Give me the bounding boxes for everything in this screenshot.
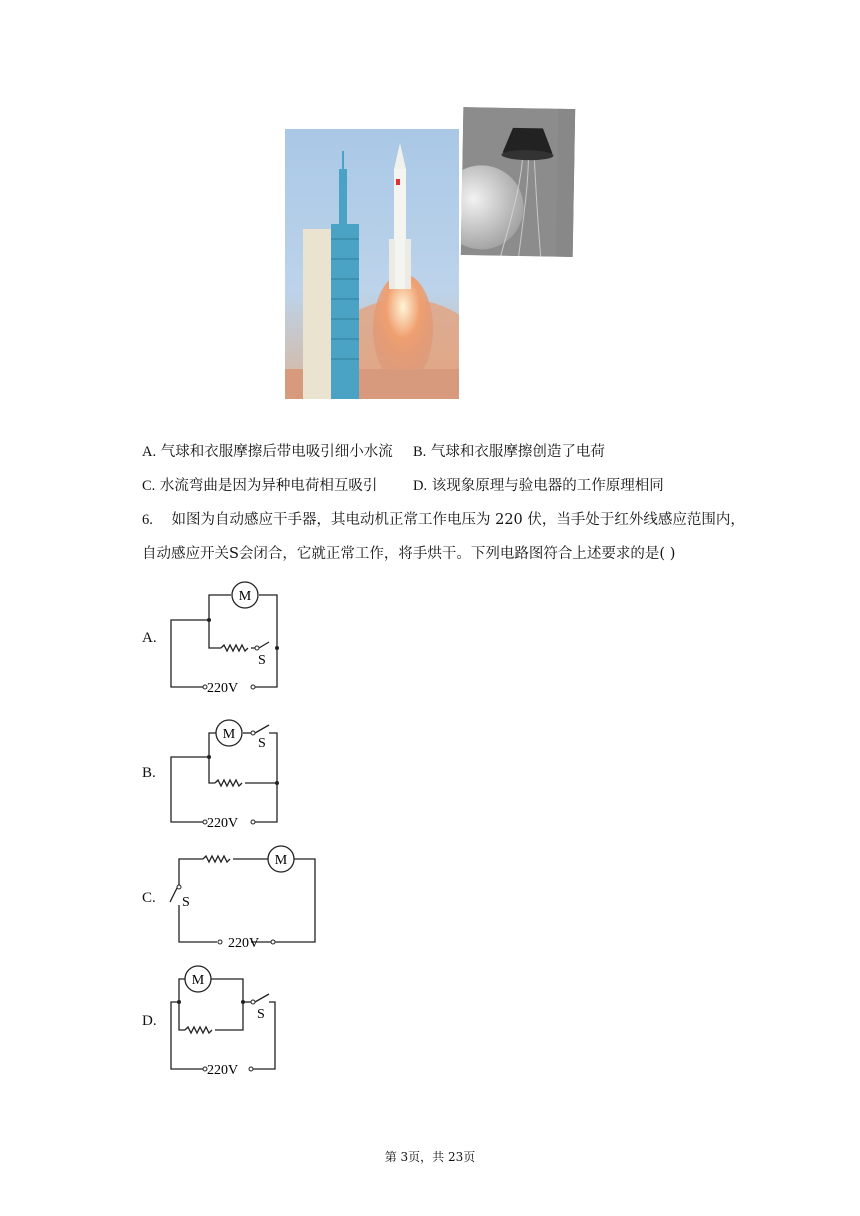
circuit-d-voltage-label: 220V bbox=[207, 1063, 239, 1077]
question-number: 6. bbox=[142, 512, 153, 528]
circuit-d-diagram bbox=[165, 962, 285, 1077]
circuit-a-voltage-label: 220V bbox=[207, 681, 239, 695]
circuit-b-motor-label: M bbox=[222, 727, 236, 742]
option-d-letter: D. bbox=[413, 478, 428, 494]
question-6-line-1 bbox=[142, 510, 745, 530]
balloon-water-photo bbox=[461, 107, 576, 257]
option-c bbox=[142, 476, 377, 496]
circuit-b-switch-label: S bbox=[258, 736, 266, 751]
option-b-letter: B. bbox=[413, 444, 427, 460]
option-d bbox=[413, 476, 664, 496]
circuit-d-switch-label: S bbox=[257, 1007, 265, 1022]
circuit-a-label: A. bbox=[142, 630, 157, 646]
option-c-text: 水流弯曲是因为异种电荷相互吸引 bbox=[159, 478, 378, 494]
circuit-c-voltage-label: 220V bbox=[228, 936, 260, 950]
question-6-text-1: 如图为自动感应干手器，其电动机正常工作电压为 220 伏，当手处于红外线感应范围内， bbox=[171, 512, 745, 528]
page-footer: 第 3页，共 23页 bbox=[384, 1150, 476, 1164]
circuit-a-diagram bbox=[165, 580, 285, 695]
option-b bbox=[413, 442, 605, 462]
option-c-letter: C. bbox=[142, 478, 156, 494]
circuit-c-switch-label: S bbox=[182, 895, 190, 910]
circuit-c-diagram bbox=[165, 845, 325, 950]
circuit-a-motor-label: M bbox=[238, 589, 252, 604]
circuit-d-label: D. bbox=[142, 1013, 157, 1029]
circuit-c-motor-label: M bbox=[274, 853, 288, 868]
circuit-a-switch-label: S bbox=[258, 653, 266, 668]
circuit-b-label: B. bbox=[142, 765, 156, 781]
option-a bbox=[142, 442, 393, 462]
option-a-letter: A. bbox=[142, 444, 157, 460]
circuit-c-label: C. bbox=[142, 890, 156, 906]
circuit-d-motor-label: M bbox=[191, 973, 205, 988]
option-d-text: 该现象原理与验电器的工作原理相同 bbox=[431, 478, 664, 494]
circuit-b-diagram bbox=[165, 715, 285, 830]
circuit-b-voltage-label: 220V bbox=[207, 816, 239, 830]
rocket-launch-photo bbox=[285, 129, 459, 399]
question-6-line-2: 自动感应开关S会闭合，它就正常工作，将手烘干。下列电路图符合上述要求的是( ) bbox=[142, 546, 676, 562]
option-a-text: 气球和衣服摩擦后带电吸引细小水流 bbox=[160, 444, 393, 460]
option-b-text: 气球和衣服摩擦创造了电荷 bbox=[430, 444, 605, 460]
